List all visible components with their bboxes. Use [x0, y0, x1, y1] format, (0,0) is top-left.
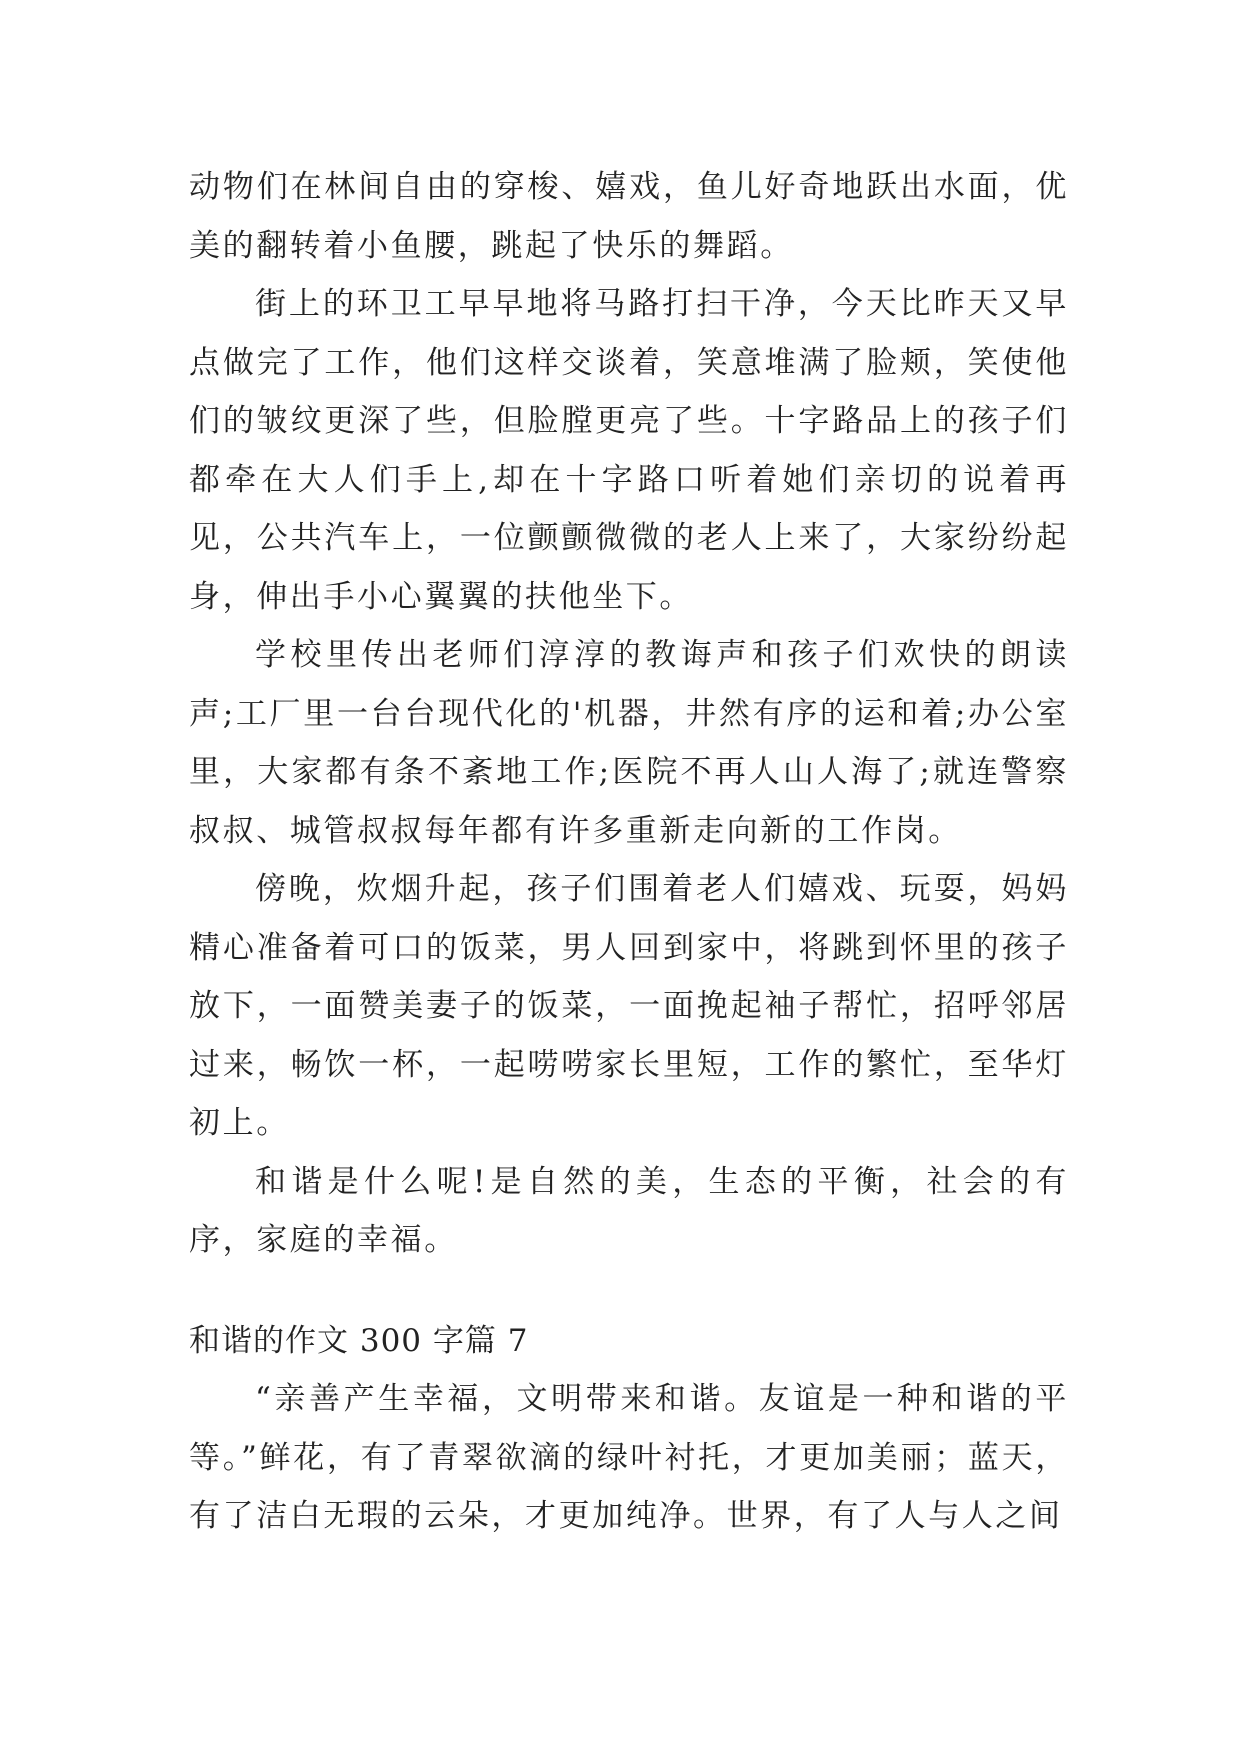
document-page — [189, 158, 1069, 1546]
paragraph-evening: 傍晚，炊烟升起，孩子们围着老人们嬉戏、玩耍，妈妈精心准备着可口的饭菜，男人回到家中，将跳到怀里的孩子放下，一面赞美妻子的饭菜，一面挽起袖子帮忙，招呼邻居过来，畅饮一杯，一起唠唠家长里短，工作的繁忙，至华灯初上。 — [189, 871, 1069, 1141]
paragraph-animals: 动物们在林间自由的穿梭、嬉戏，鱼儿好奇地跃出水面，优美的翻转着小鱼腰，跳起了快乐的舞蹈。 — [189, 169, 1069, 264]
paragraph-essay-7-opening: “亲善产生幸福，文明带来和谐。友谊是一种和谐的平等。”鲜花，有了青翠欲滴的绿叶衬托，才更加美丽；蓝天，有了洁白无瑕的云朵，才更加纯净。世界，有了人与人之间 — [189, 1381, 1069, 1534]
paragraph-street: 街上的环卫工早早地将马路打扫干净，今天比昨天又早点做完了工作，他们这样交谈着，笑意堆满了脸颊，笑使他们的皱纹更深了些，但脸膛更亮了些。十字路品上的孩子们都牵在大人们手上,却在十字路口听着她们亲切的说着再见，公共汽车上，一位颤颤微微的老人上来了，大家纷纷起身，伸出手小心翼翼的扶他坐下。 — [189, 286, 1069, 615]
paragraph-harmony-definition: 和谐是什么呢!是自然的美，生态的平衡，社会的有序，家庭的幸福。 — [189, 1163, 1069, 1258]
section-number: 篇 7 — [464, 1322, 529, 1359]
section-title: 和谐的作文 300 字 — [189, 1322, 465, 1359]
paragraph-school: 学校里传出老师们淳淳的教诲声和孩子们欢快的朗读声;工厂里一台台现代化的'机器，井然有序的运和着;办公室里，大家都有条不紊地工作;医院不再人山人海了;就连警察叔叔、城管叔叔每年都有许多重新走向新的工作岗。 — [189, 637, 1069, 849]
section-heading — [189, 1312, 1069, 1371]
